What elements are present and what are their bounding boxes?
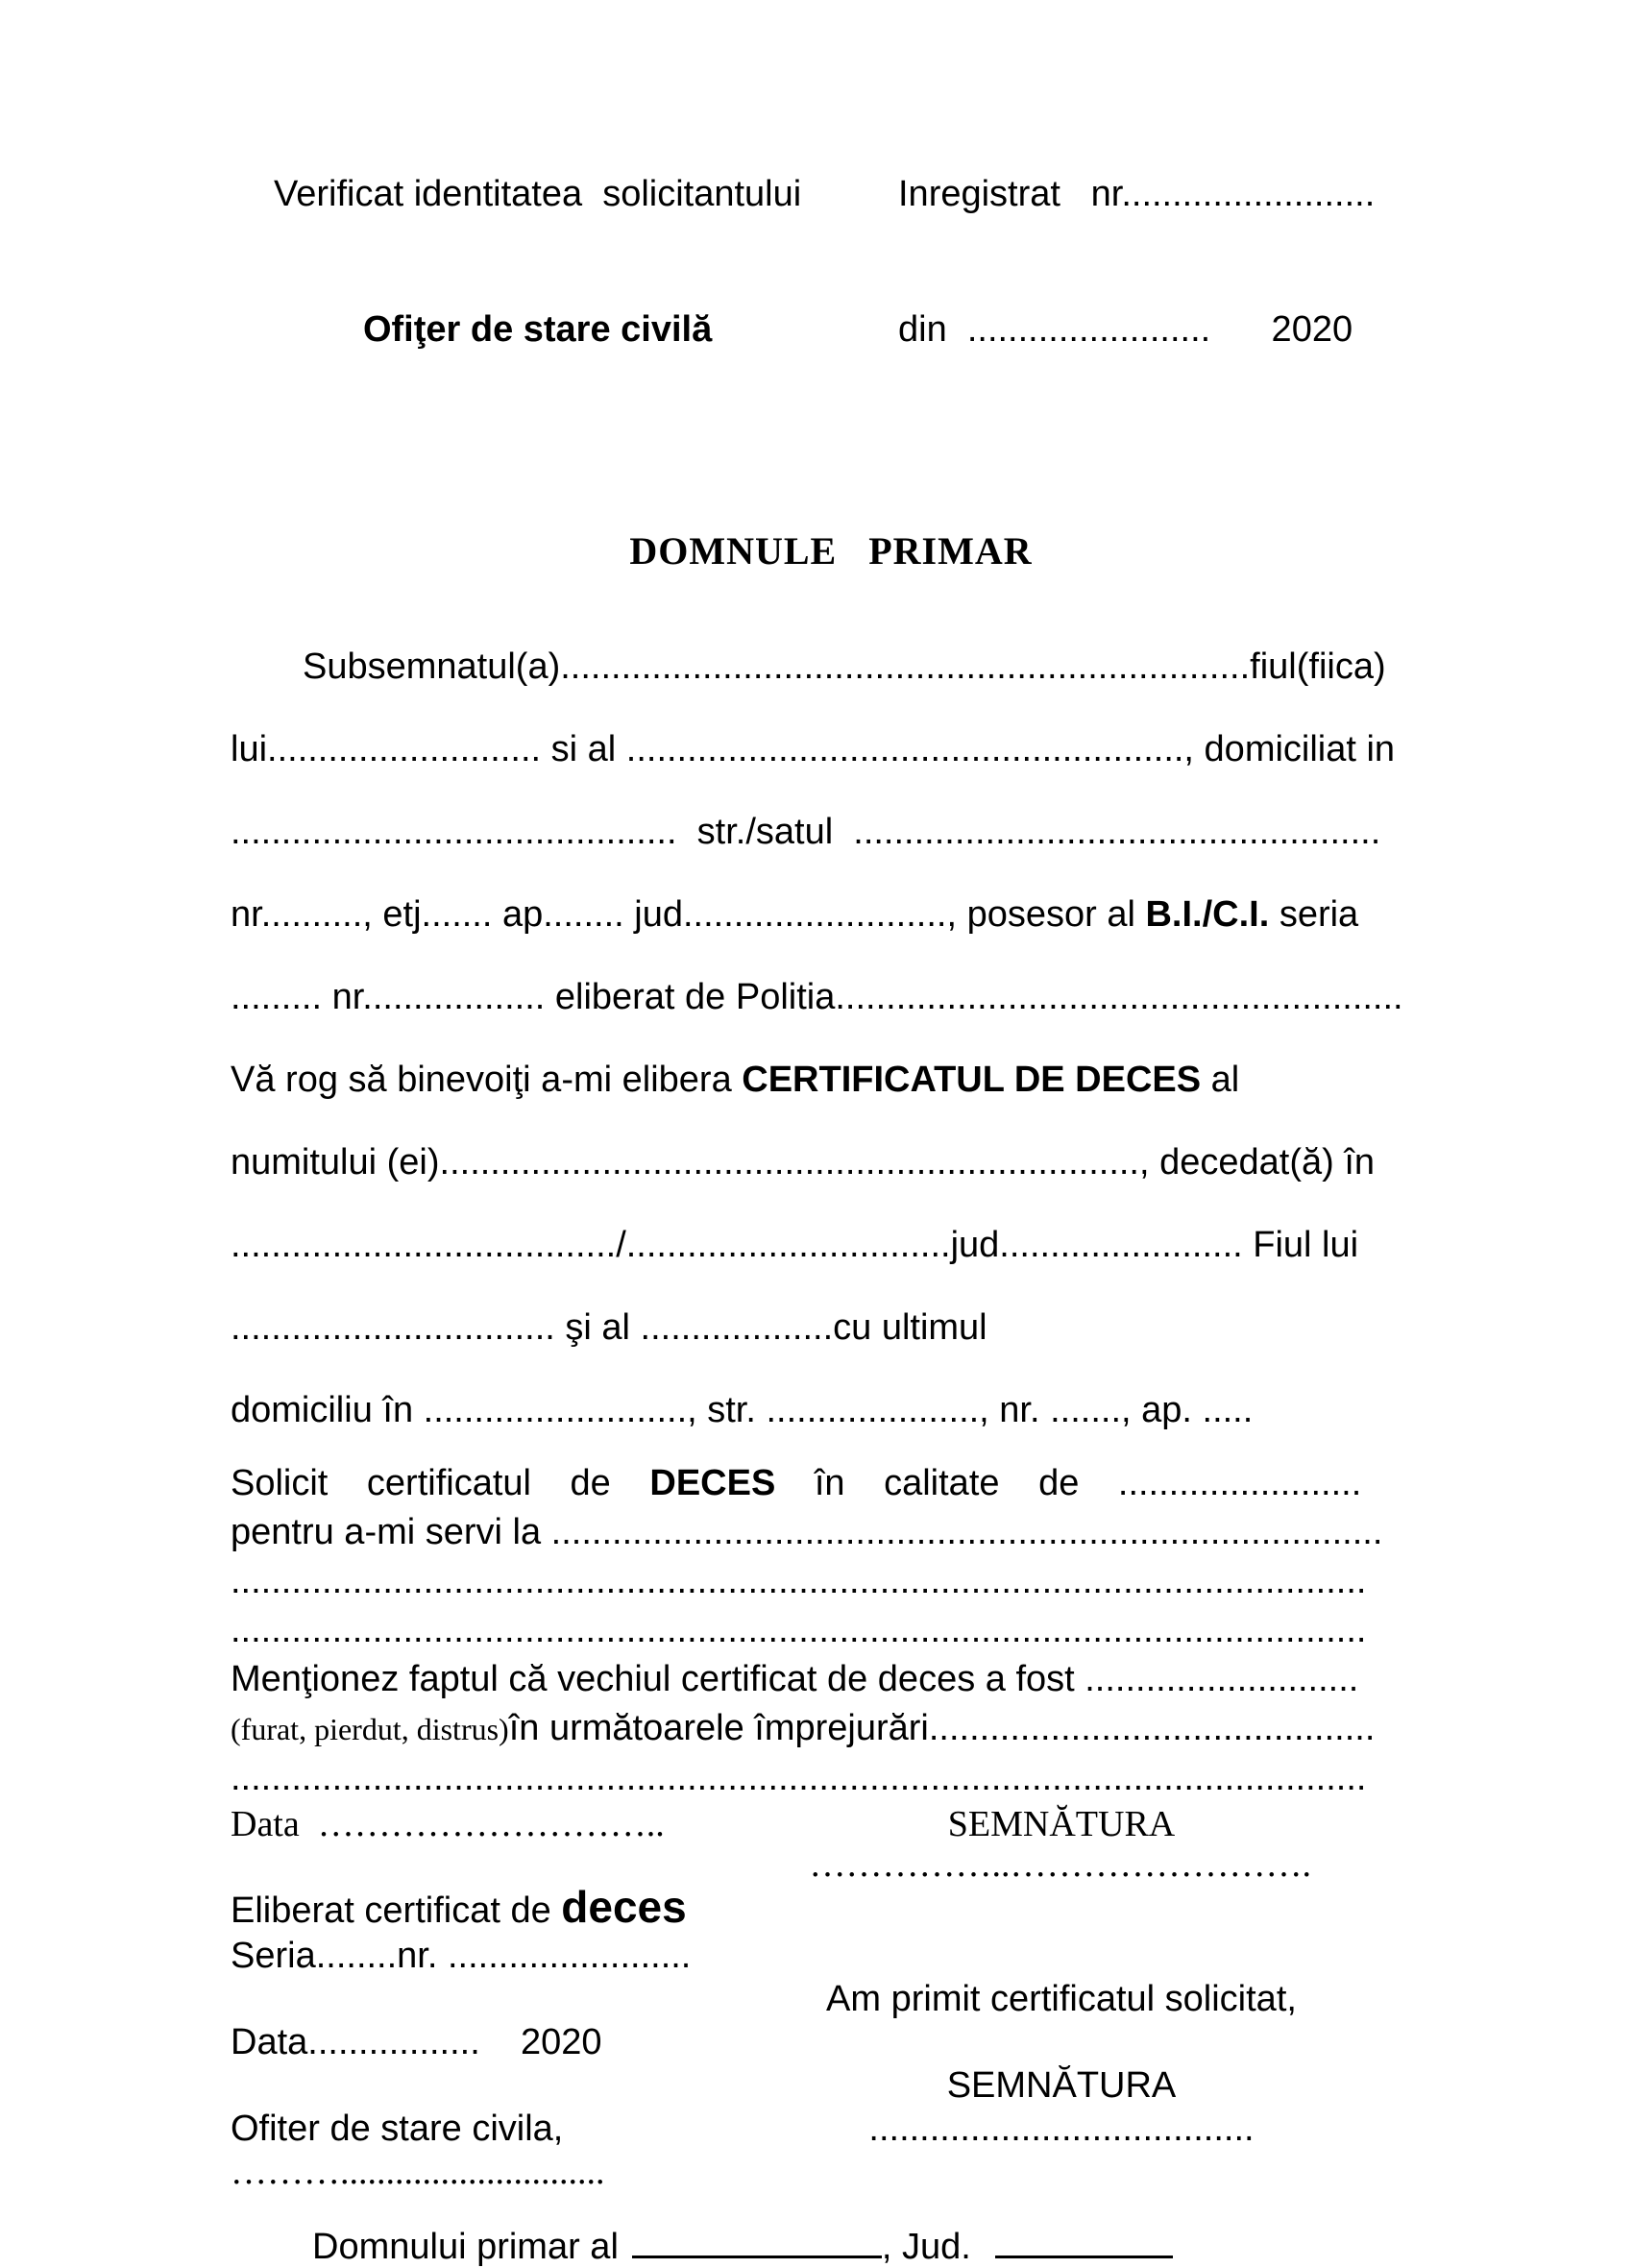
recipient-signature-dots: ...................................... xyxy=(868,2109,1255,2149)
mayor-address-line xyxy=(231,2223,1388,2268)
request-details-paragraph xyxy=(231,1459,1388,1803)
civil-status-officer-label: Ofiţer de stare civilă xyxy=(362,309,713,350)
issued-certificate-row xyxy=(231,1883,1388,1935)
address-details-line: nr.........., etj....... ap........ jud.........................., posesor al B.I./C.I. seria xyxy=(231,894,1359,935)
deces-bold: DECES xyxy=(649,1463,776,1503)
received-confirmation: Am primit certificatul solicitat, xyxy=(826,1979,1297,2019)
locality-street-line: ............................................ str./satul .................................................... xyxy=(231,812,1381,852)
series-number-line: Seria........nr. ........................ xyxy=(231,1936,692,1976)
last-domicile-line: domiciliu în .........................., str. ....................., nr. ......., ap. ..... xyxy=(231,1390,1254,1430)
issue-date-row xyxy=(231,2021,1388,2064)
issued-deces-bold: deces xyxy=(561,1882,687,1932)
applicant-paragraph xyxy=(231,625,1403,1451)
officer-signature-row xyxy=(231,2151,1388,2194)
death-place-line: ....................................../................................jud........................ Fiul lui xyxy=(231,1225,1359,1265)
applicant-signature-label: SEMNĂTURA xyxy=(947,1804,1176,1844)
officer-signature-dots: ………............................. xyxy=(231,2152,605,2192)
parents-line: lui........................... si al ......................................................., domiciliat in xyxy=(231,729,1396,769)
date-field: Data ……………………….. xyxy=(231,1804,665,1844)
county-label: , Jud. xyxy=(881,2227,971,2268)
issued-certificate-line: Eliberat certificat de deces xyxy=(231,1882,687,1932)
recipient-signature-label: SEMNĂTURA xyxy=(946,2065,1177,2106)
lost-stolen-note: (furat, pierdut, distrus) xyxy=(231,1712,509,1746)
deceased-parents-line: ................................ şi al ...................cu ultimul xyxy=(231,1307,987,1348)
form-title: DOMNULE PRIMAR xyxy=(629,529,1033,573)
dotted-line-2: ................................................................................................................ xyxy=(231,1610,1367,1650)
id-type-bold: B.I./C.I. xyxy=(1145,894,1270,935)
date-signature-row xyxy=(231,1803,1388,1846)
mayor-name-blank xyxy=(632,2223,882,2258)
applicant-signature-dots: ……………..……………………. xyxy=(809,1844,1311,1885)
capacity-line: Solicit certificatul de DECES în calitate de ........................ xyxy=(231,1463,1362,1503)
recipient-signature-row xyxy=(231,2064,1388,2108)
verified-identity-label: Verificat identitatea solicitantului xyxy=(274,174,802,214)
officer-title: Ofiter de stare civila, xyxy=(231,2109,564,2149)
dotted-line-1: ................................................................................................................ xyxy=(231,1561,1367,1601)
certificate-type-bold: CERTIFICATUL DE DECES xyxy=(742,1060,1202,1100)
series-number-row xyxy=(231,1935,1388,1978)
request-line: Vă rog să binevoiţi a-mi elibera CERTIFICATUL DE DECES al xyxy=(231,1060,1240,1100)
signature-dots-row xyxy=(231,1846,1388,1883)
old-certificate-line: Menţionez faptul că vechiul certificat de deces a fost ........................... xyxy=(231,1659,1359,1699)
verification-block xyxy=(274,82,801,443)
registration-date-line: din ........................ 2020 xyxy=(898,309,1353,350)
applicant-name-line: Subsemnatul(a)....................................................................fiul(fiica) xyxy=(303,646,1386,687)
verification-header xyxy=(231,82,1388,443)
dotted-line-3: ................................................................................................................ xyxy=(231,1758,1367,1798)
county-blank xyxy=(995,2223,1173,2258)
purpose-line: pentru a-mi servi la .................................................................................. xyxy=(231,1512,1383,1552)
id-issuer-line: ......... nr.................. eliberat de Politia........................................................ xyxy=(231,977,1403,1017)
issue-date-line: Data................. 2020 xyxy=(231,2022,602,2062)
registration-number-line: Inregistrat nr......................... xyxy=(898,174,1376,214)
received-row xyxy=(231,1978,1388,2021)
mayor-address-text: Domnului primar al xyxy=(312,2227,619,2268)
officer-row xyxy=(231,2108,1388,2151)
circumstances-line: (furat, pierdut, distrus)în următoarele împrejurări............................................ xyxy=(231,1708,1376,1748)
deceased-name-line: numitului (ei)....................................................................., decedat(ă) în xyxy=(231,1142,1376,1183)
registration-block xyxy=(898,82,1388,443)
